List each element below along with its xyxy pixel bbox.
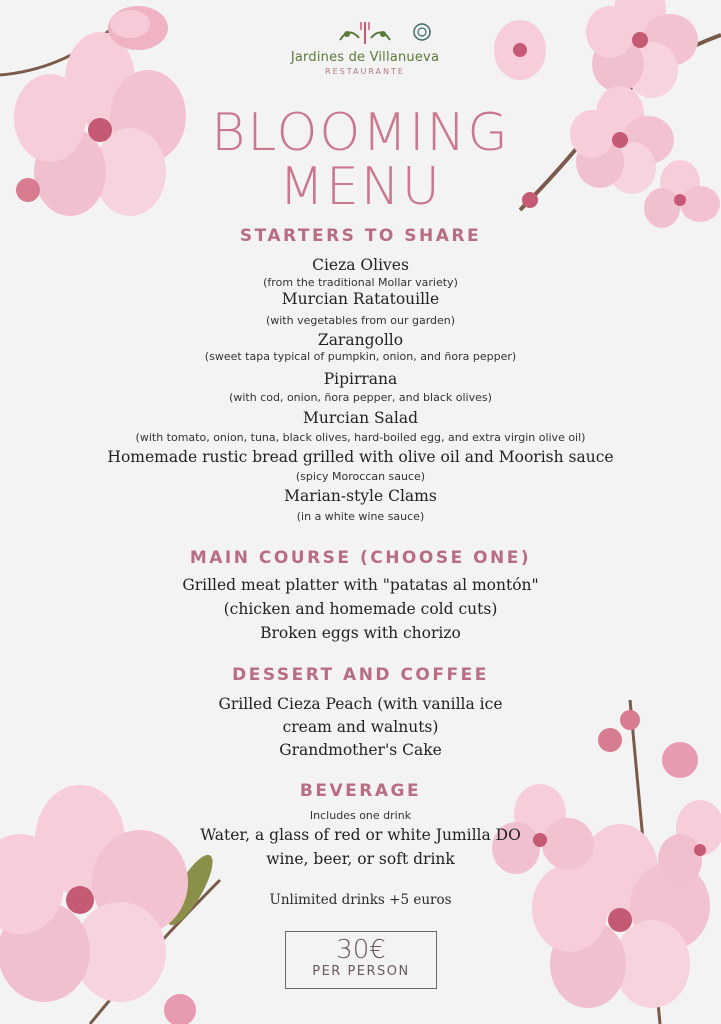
dessert-heading: DESSERT AND COFFEE [232,665,489,685]
beverage-includes: Includes one drink [309,809,412,822]
beverage-heading: BEVERAGE [299,781,422,801]
starter-item-name: Zarangollo [317,331,404,349]
starter-item-note: (spicy Moroccan sauce) [295,470,426,483]
price-amount: 30€ [336,935,386,965]
menu-title-line1: BLOOMING [211,103,510,163]
starter-item-name: Murcian Salad [302,409,419,427]
starter-item-name: Murcian Ratatouille [281,290,440,308]
main-course-line: Grilled meat platter with "patatas al montón" [182,576,539,594]
price-label: PER PERSON [312,964,410,979]
starter-item-note: (in a white wine sauce) [296,510,425,523]
dessert-line: Grandmother's Cake [279,741,442,759]
certification-badge-icon [412,22,432,42]
menu-title-line2: MENU [279,157,442,217]
main-course-heading: MAIN COURSE (CHOOSE ONE) [189,548,532,568]
starter-item-name: Cieza Olives [312,256,409,274]
starter-item-note: (sweet tapa typical of pumpkin, onion, and ñora pepper) [204,350,517,363]
starter-item-name: Pipirrana [323,370,398,388]
starter-item-note: (with vegetables from our garden) [265,314,456,327]
main-course-line: (chicken and homemade cold cuts) [223,600,498,618]
starter-item-name: Marian-style Clams [284,487,437,505]
restaurant-subtitle: RESTAURANTE [325,67,405,76]
unlimited-drinks-note: Unlimited drinks +5 euros [269,892,452,908]
garden-logo-icon [335,20,395,46]
beverage-line: Water, a glass of red or white Jumilla DO [200,826,521,844]
starters-heading: STARTERS TO SHARE [239,226,482,246]
starter-item-note: (from the traditional Mollar variety) [263,276,458,289]
starter-item-note: (with tomato, onion, tuna, black olives, hard-boiled egg, and extra virgin olive oil) [135,431,586,444]
restaurant-name: Jardines de Villanueva [290,50,440,65]
dessert-line: Grilled Cieza Peach (with vanilla ice [218,695,503,713]
dessert-line: cream and walnuts) [282,718,439,736]
starter-item-note: (with cod, onion, ñora pepper, and black olives) [229,391,492,404]
price-box [285,931,437,989]
beverage-line: wine, beer, or soft drink [266,850,455,868]
starter-item-name: Homemade rustic bread grilled with olive oil and Moorish sauce [107,448,614,466]
main-course-line: Broken eggs with chorizo [260,624,461,642]
menu-title [0,103,721,217]
